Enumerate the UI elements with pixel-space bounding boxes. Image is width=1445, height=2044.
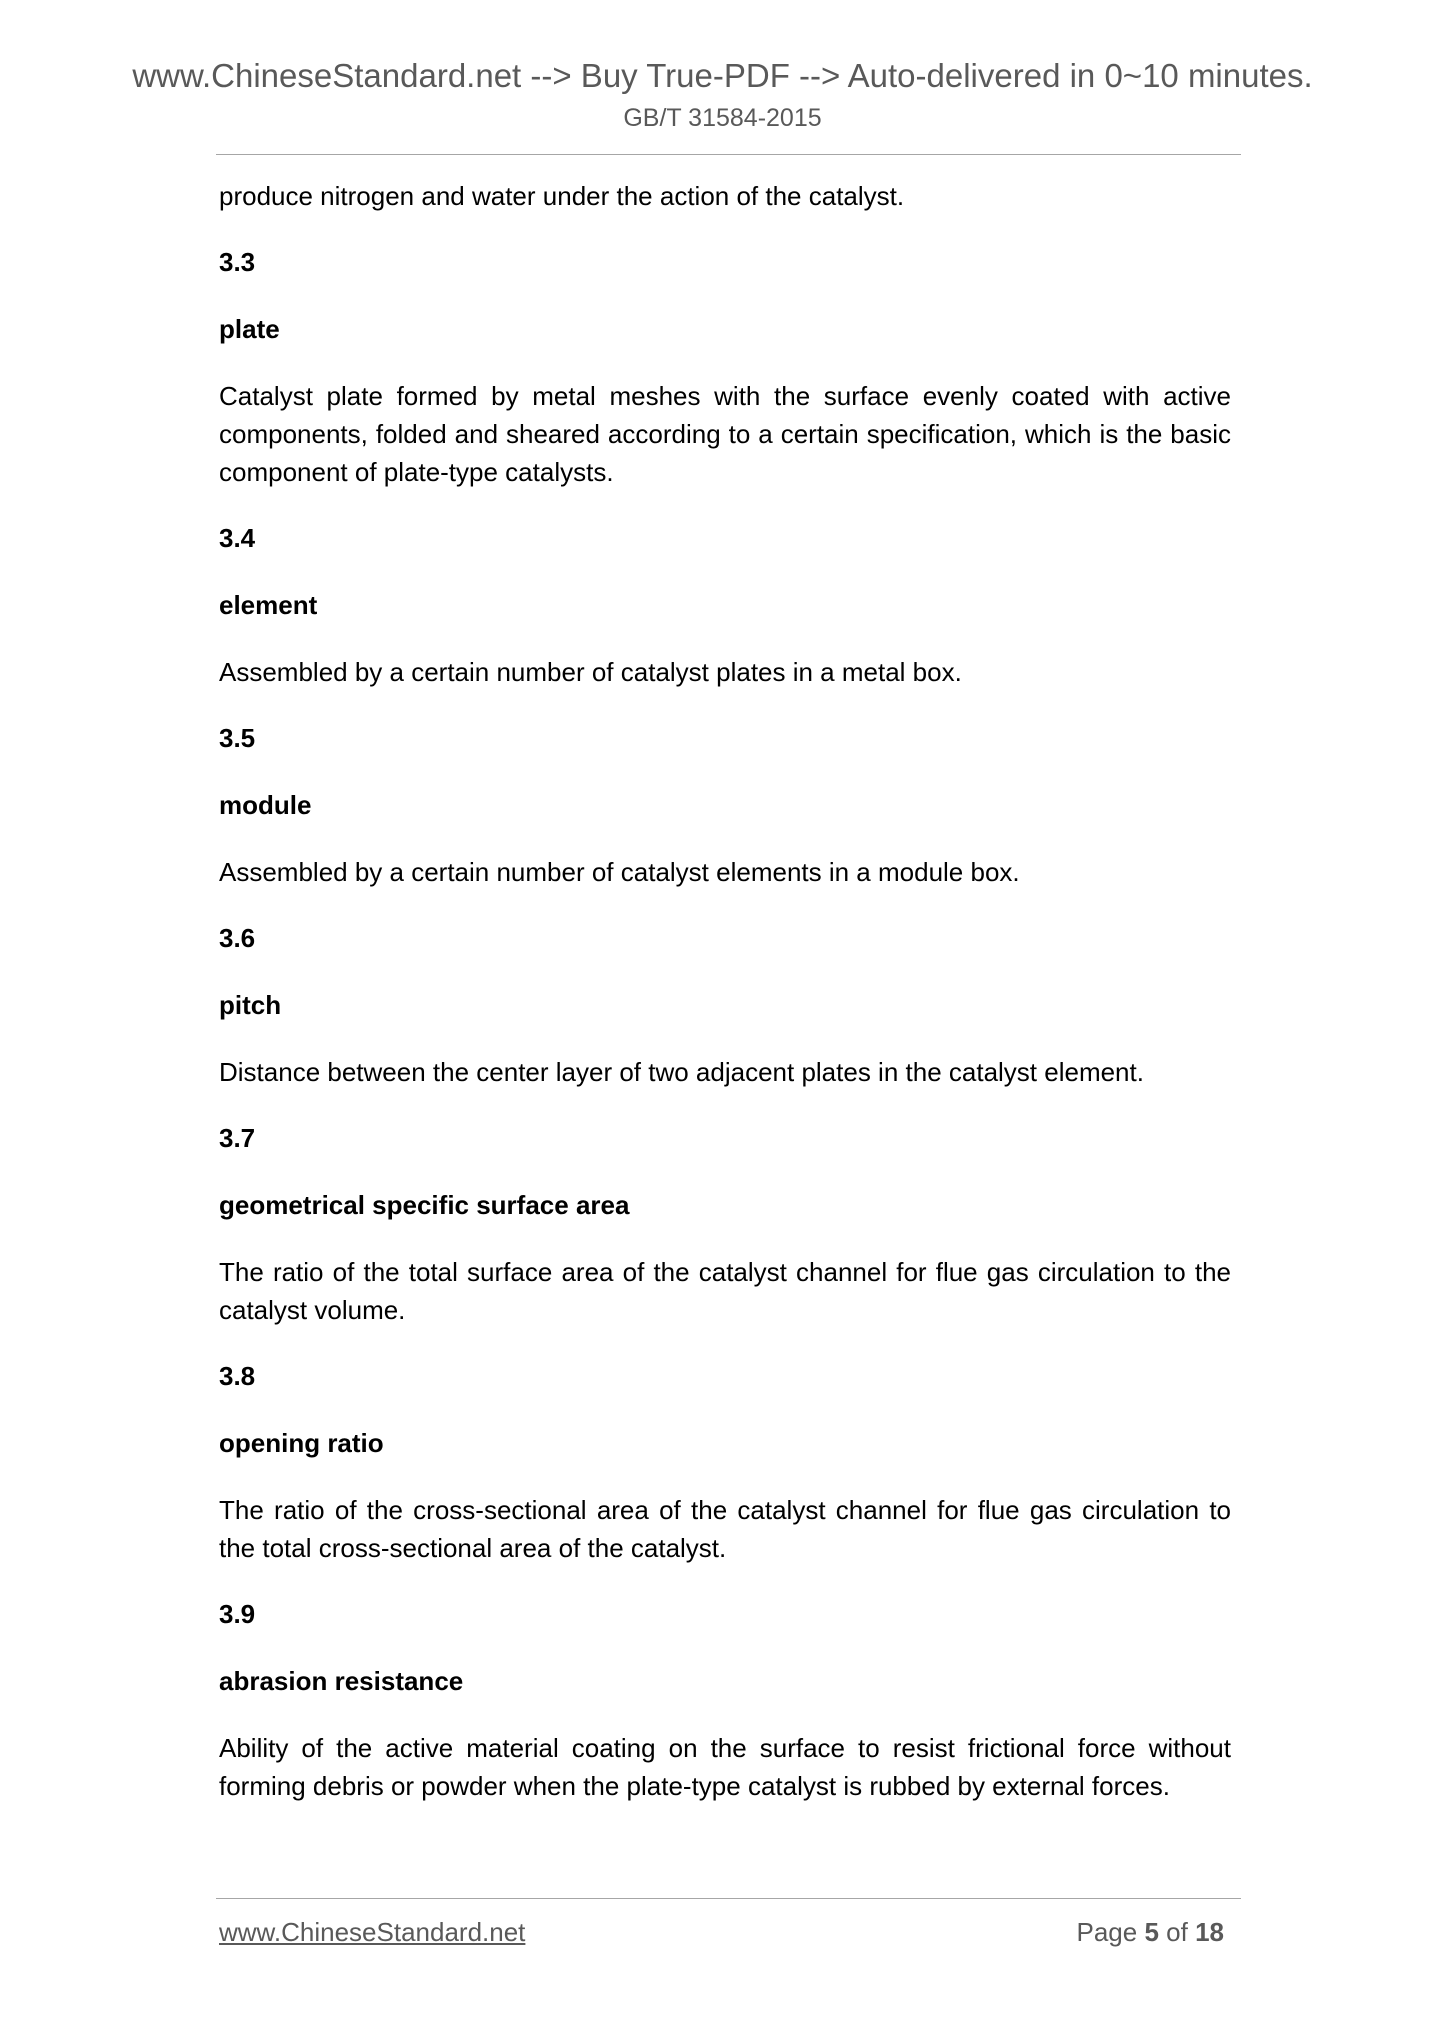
standard-code: GB/T 31584-2015 <box>623 104 822 132</box>
term-heading: pitch <box>219 990 282 1020</box>
header-banner: www.ChineseStandard.net --> Buy True-PDF --> Auto-delivered in 0~10 minutes. <box>132 57 1313 94</box>
definition-entry-3-6 <box>219 919 1231 1091</box>
term-definition: Catalyst plate formed by metal meshes with the surface evenly coated with active components, folded and sheared according to a certain specification, which is the basic component of plate-type catalysts. <box>219 381 1231 487</box>
page-word: Page <box>1076 1917 1138 1947</box>
term-definition: The ratio of the total surface area of the catalyst channel for flue gas circulation to the catalyst volume. <box>219 1257 1231 1325</box>
definition-entry-3-4 <box>219 519 1231 691</box>
intro-paragraph: produce nitrogen and water under the action of the catalyst. <box>219 181 905 211</box>
term-heading: module <box>219 790 312 820</box>
term-definition: Assembled by a certain number of catalyst elements in a module box. <box>219 857 1020 887</box>
definition-entry-3-7 <box>219 1119 1231 1329</box>
clause-number: 3.8 <box>219 1361 256 1391</box>
clause-number: 3.6 <box>219 923 256 953</box>
page-indicator <box>1076 1914 1224 1950</box>
term-definition: Distance between the center layer of two adjacent plates in the catalyst element. <box>219 1057 1144 1087</box>
term-heading: geometrical specific surface area <box>219 1190 630 1220</box>
term-heading: opening ratio <box>219 1428 384 1458</box>
term-definition: Ability of the active material coating on the surface to resist frictional force without forming debris or powder when the plate-type catalyst is rubbed by external forces. <box>219 1733 1231 1801</box>
clause-number: 3.9 <box>219 1599 256 1629</box>
page-footer <box>219 1914 1224 1950</box>
term-heading: plate <box>219 314 280 344</box>
definition-entry-3-3 <box>219 243 1231 491</box>
clause-number: 3.5 <box>219 723 256 753</box>
clause-number: 3.4 <box>219 523 256 553</box>
total-pages-number: 18 <box>1195 1917 1224 1947</box>
document-body <box>219 177 1231 1833</box>
of-word: of <box>1166 1917 1188 1947</box>
term-heading: element <box>219 590 318 620</box>
definition-entry-3-5 <box>219 719 1231 891</box>
clause-number: 3.3 <box>219 247 256 277</box>
footer-divider <box>216 1898 1241 1899</box>
clause-number: 3.7 <box>219 1123 256 1153</box>
current-page-number: 5 <box>1144 1917 1159 1947</box>
definition-entry-3-8 <box>219 1357 1231 1567</box>
term-heading: abrasion resistance <box>219 1666 464 1696</box>
definition-entry-3-9 <box>219 1595 1231 1805</box>
term-definition: The ratio of the cross-sectional area of the catalyst channel for flue gas circulation to the total cross-sectional area of the catalyst. <box>219 1495 1231 1563</box>
footer-website-link[interactable]: www.ChineseStandard.net <box>219 1917 526 1947</box>
term-definition: Assembled by a certain number of catalyst plates in a metal box. <box>219 657 962 687</box>
page-header <box>0 56 1445 133</box>
header-divider <box>216 154 1241 155</box>
